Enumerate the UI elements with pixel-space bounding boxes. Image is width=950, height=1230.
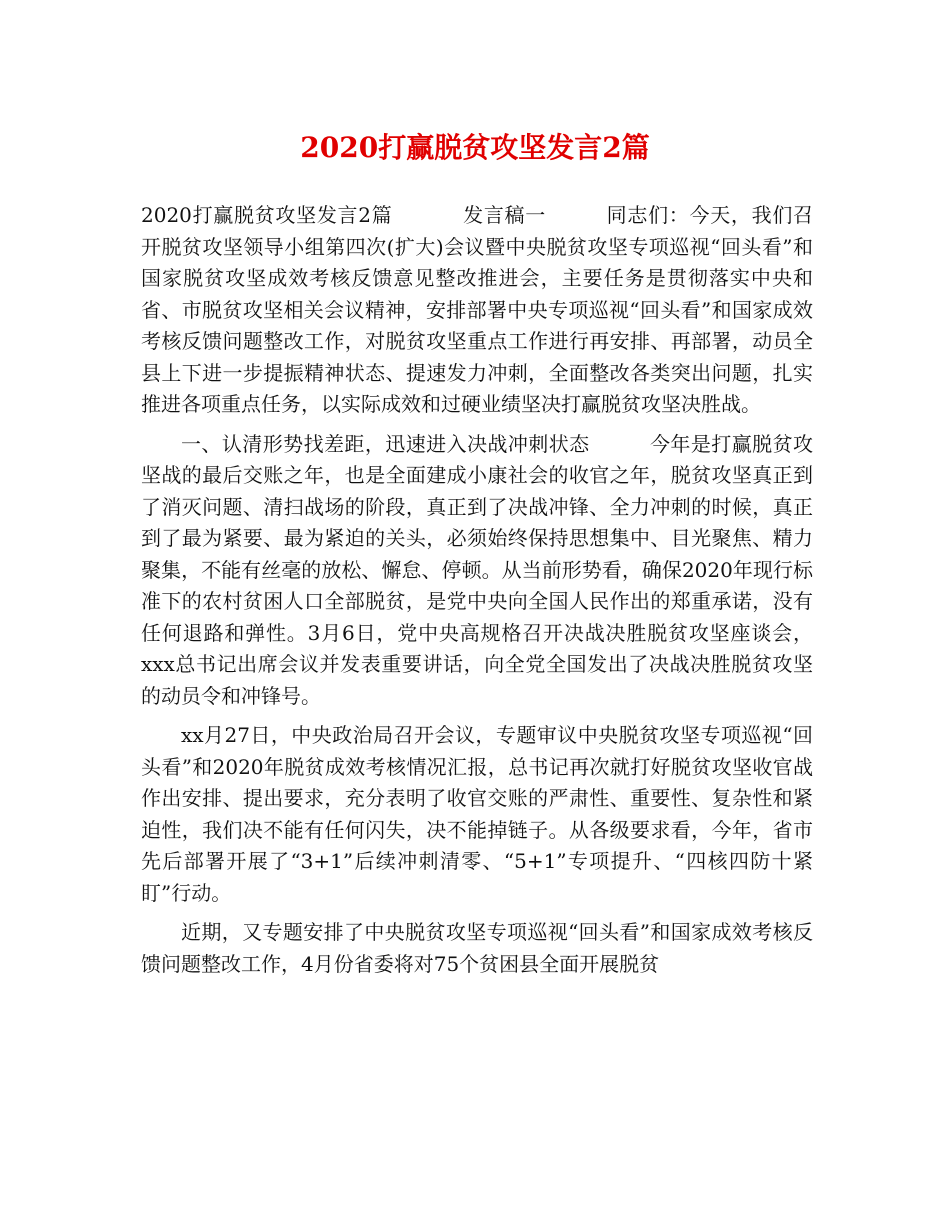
intro-text: 今天，我们召开脱贫攻坚领导小组第四次(扩大)会议暨中央脱贫攻坚专项巡视“回头看”和国家脱贫攻坚成效考核反馈意见整改推进会，主要任务是贯彻落实中央和省、市脱贫攻坚相关会议精神，安排部署中央专项巡视“回头看”和国家成效考核反馈问题整改工作，对脱贫攻坚重点工作进行再安排、再部署，动员全县上下进一步提振精神状态、提速发力冲刺，全面整改各类突出问题，扎实推进各项重点任务，以实际成效和过硬业绩坚决打赢脱贫攻坚决胜战。 (141, 203, 814, 416)
paragraph-recent (141, 917, 813, 980)
paragraph-politburo (141, 720, 813, 909)
document-body (141, 200, 813, 980)
document-title: 2020打赢脱贫攻坚发言2篇 (300, 131, 650, 164)
paragraph-intro (141, 200, 813, 421)
paragraph-situation (141, 429, 813, 713)
section-heading-1: 一、认清形势找差距，迅速进入决战冲刺状态 (181, 431, 590, 456)
intro-greeting: 同志们： (605, 203, 690, 227)
intro-section: 发言稿一 (462, 203, 546, 227)
politburo-text: xx月27日，中央政治局召开会议，专题审议中央脱贫攻坚专项巡视“回头看”和2020年脱贫成效考核情况汇报，总书记再次就打好脱贫攻坚收官战作出安排、提出要求，充分表明了收官交账的严肃性、重要性、复杂性和紧迫性，我们决不能有任何闪失，决不能掉链子。从各级要求看，今年，省市先后部署开展了“3+1”后续冲刺清零、“5+1”专项提升、“四核四防十紧盯”行动。 (141, 723, 813, 905)
situation-text: 今年是打赢脱贫攻坚战的最后交账之年，也是全面建成小康社会的收官之年，脱贫攻坚真正到了消灭问题、清扫战场的阶段，真正到了决战冲锋、全力冲刺的时候，真正到了最为紧要、最为紧迫的关头，必须始终保持思想集中、目光聚焦、精力聚集，不能有丝毫的放松、懈怠、停顿。从当前形势看，确保2020年现行标准下的农村贫困人口全部脱贫，是党中央向全国人民作出的郑重承诺，没有任何退路和弹性。3月6日，党中央高规格召开决战决胜脱贫攻坚座谈会，xxx总书记出席会议并发表重要讲话，向全党全国发出了决战决胜脱贫攻坚的动员令和冲锋号。 (141, 431, 814, 708)
intro-lead: 2020打赢脱贫攻坚发言2篇 (141, 203, 393, 227)
recent-text: 近期，又专题安排了中央脱贫攻坚专项巡视“回头看”和国家成效考核反馈问题整改工作，4月份省委将对75个贫困县全面开展脱贫 (141, 920, 813, 976)
